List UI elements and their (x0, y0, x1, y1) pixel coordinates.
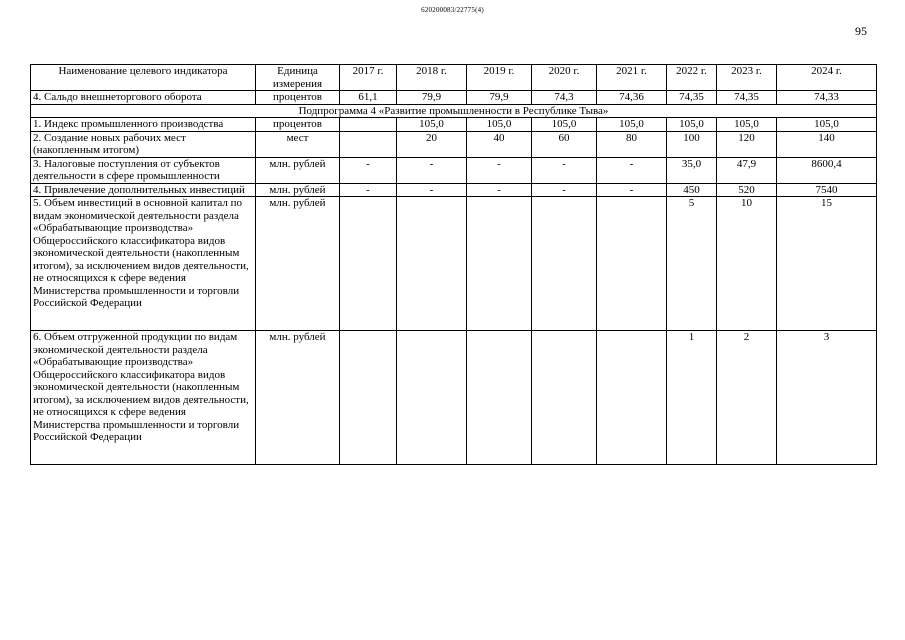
table-row (31, 197, 877, 331)
header-year-2017: 2017 г. (340, 65, 397, 91)
value-2024: 8600,4 (777, 157, 877, 183)
indicator-unit: мест (256, 131, 340, 157)
value-2019: - (467, 183, 532, 197)
table-row (31, 157, 877, 183)
header-year-2020: 2020 г. (532, 65, 597, 91)
value-2021: - (597, 183, 667, 197)
table-row (31, 91, 877, 105)
value-2020 (532, 197, 597, 331)
value-2020: - (532, 157, 597, 183)
indicator-unit: млн. рублей (256, 197, 340, 331)
table-row (31, 131, 877, 157)
value-2017 (340, 197, 397, 331)
value-2018: - (397, 183, 467, 197)
header-unit: Единица измерения (256, 65, 340, 91)
value-2022: 74,35 (667, 91, 717, 105)
header-year-2022: 2022 г. (667, 65, 717, 91)
value-2023: 10 (717, 197, 777, 331)
indicator-name: 5. Объем инвестиций в основной капитал по видам экономической деятельности раздела «Обрабатывающие производства» Общероссийского классификатора видов экономической деятельности (накопленным итогом), за исключением видов деятельности, не относящихся к сфере ведения Министерства промышленности и торговли Российской Федерации (31, 197, 256, 331)
indicator-name: 2. Создание новых рабочих мест (накопленным итогом) (31, 131, 256, 157)
value-2024: 15 (777, 197, 877, 331)
indicator-name: 4. Сальдо внешнеторгового оборота (31, 91, 256, 105)
value-2021 (597, 331, 667, 465)
subprogram-title: Подпрограмма 4 «Развитие промышленности в Республике Тыва» (31, 104, 877, 118)
header-year-2023: 2023 г. (717, 65, 777, 91)
value-2020: 105,0 (532, 118, 597, 132)
value-2019: 79,9 (467, 91, 532, 105)
value-2024: 74,33 (777, 91, 877, 105)
value-2022: 35,0 (667, 157, 717, 183)
header-row (31, 65, 877, 91)
value-2020: - (532, 183, 597, 197)
value-2018: 20 (397, 131, 467, 157)
value-2020 (532, 331, 597, 465)
value-2022: 450 (667, 183, 717, 197)
document-id: 620200083/22775(4) (421, 6, 484, 14)
indicator-unit: млн. рублей (256, 331, 340, 465)
value-2021: 80 (597, 131, 667, 157)
indicator-unit: процентов (256, 118, 340, 132)
subprogram-row (31, 104, 877, 118)
value-2024: 7540 (777, 183, 877, 197)
value-2024: 105,0 (777, 118, 877, 132)
value-2022: 100 (667, 131, 717, 157)
indicator-unit: млн. рублей (256, 183, 340, 197)
value-2017: 61,1 (340, 91, 397, 105)
indicator-name: 1. Индекс промышленного производства (31, 118, 256, 132)
value-2019: 105,0 (467, 118, 532, 132)
value-2019 (467, 331, 532, 465)
value-2017 (340, 331, 397, 465)
indicator-unit: процентов (256, 91, 340, 105)
value-2018: 79,9 (397, 91, 467, 105)
value-2023: 520 (717, 183, 777, 197)
table-row (31, 183, 877, 197)
value-2018 (397, 197, 467, 331)
indicators-table (30, 64, 877, 465)
value-2020: 74,3 (532, 91, 597, 105)
value-2021: 105,0 (597, 118, 667, 132)
value-2023: 120 (717, 131, 777, 157)
value-2022: 105,0 (667, 118, 717, 132)
value-2018: 105,0 (397, 118, 467, 132)
value-2021: - (597, 157, 667, 183)
page-number: 95 (855, 24, 867, 38)
value-2022: 1 (667, 331, 717, 465)
value-2017 (340, 131, 397, 157)
indicator-name: 3. Налоговые поступления от субъектов деятельности в сфере промышленности (31, 157, 256, 183)
header-year-2024: 2024 г. (777, 65, 877, 91)
value-2017 (340, 118, 397, 132)
value-2021 (597, 197, 667, 331)
indicator-unit: млн. рублей (256, 157, 340, 183)
table-row (31, 331, 877, 465)
header-indicator-name: Наименование целевого индикатора (31, 65, 256, 91)
value-2018 (397, 331, 467, 465)
value-2017: - (340, 183, 397, 197)
value-2024: 3 (777, 331, 877, 465)
header-year-2018: 2018 г. (397, 65, 467, 91)
value-2023: 2 (717, 331, 777, 465)
value-2018: - (397, 157, 467, 183)
indicator-name: 6. Объем отгруженной продукции по видам экономической деятельности раздела «Обрабатывающие производства» Общероссийского классификатора видов экономической деятельности (накопленным итогом), за исключением видов деятельности, не относящихся к сфере ведения Министерства промышленности и торговли Российской Федерации (31, 331, 256, 465)
value-2024: 140 (777, 131, 877, 157)
value-2023: 47,9 (717, 157, 777, 183)
header-year-2021: 2021 г. (597, 65, 667, 91)
value-2017: - (340, 157, 397, 183)
value-2021: 74,36 (597, 91, 667, 105)
table-row (31, 118, 877, 132)
value-2023: 105,0 (717, 118, 777, 132)
value-2019: 40 (467, 131, 532, 157)
value-2019: - (467, 157, 532, 183)
indicator-name: 4. Привлечение дополнительных инвестиций (31, 183, 256, 197)
value-2023: 74,35 (717, 91, 777, 105)
value-2022: 5 (667, 197, 717, 331)
value-2019 (467, 197, 532, 331)
value-2020: 60 (532, 131, 597, 157)
header-year-2019: 2019 г. (467, 65, 532, 91)
